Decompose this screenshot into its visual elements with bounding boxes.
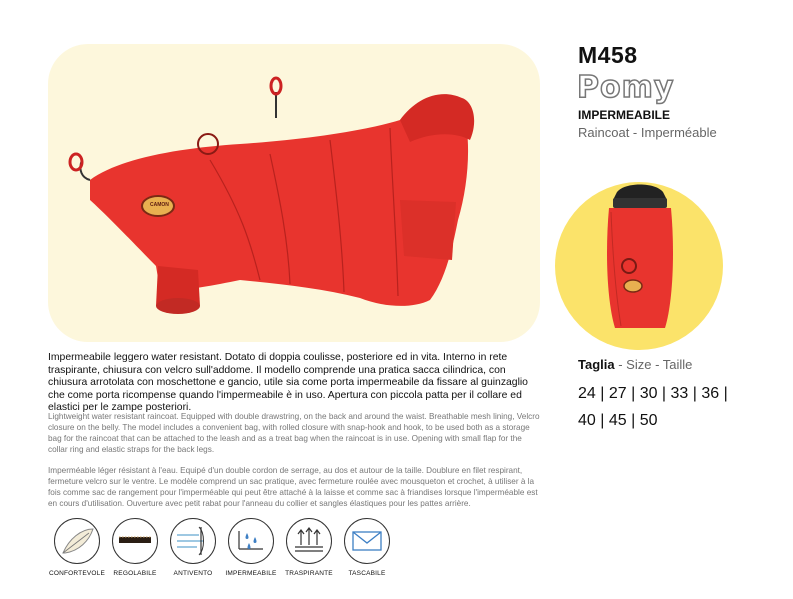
feature-regolabile xyxy=(106,518,164,577)
product-type-en: Raincoat xyxy=(578,125,630,140)
envelope-icon xyxy=(344,518,390,564)
feature-label: TRASPIRANTE xyxy=(285,570,333,577)
bag-image xyxy=(555,182,743,350)
feature-label: ANTIVENTO xyxy=(173,570,213,577)
feather-icon xyxy=(54,518,100,564)
feature-antivento xyxy=(164,518,222,577)
product-type-fr: Imperméable xyxy=(640,125,717,140)
velcro-strip-icon xyxy=(112,518,158,564)
description-it: Impermeabile leggero water resistant. Dotato di doppia coulisse, posteriore ed in vita. Interno in rete traspirante, chiusura con velcro sull'addome. Il modello comprende una pratica sacca cilindrica, con chiusura arrotolata con moschettone e gancio, utile sia come porta impermeabile da fissare al guinzaglio che come porta ricompense quando l'impermeabile è in uso. Apertura con piccola patta per il collare ed elastici per le zampe posteriori. xyxy=(48,352,528,413)
bag-photo xyxy=(555,182,743,334)
size-list xyxy=(578,380,743,434)
raincoat-image xyxy=(60,70,490,340)
feature-label: REGOLABILE xyxy=(113,570,157,577)
feature-tascabile xyxy=(338,518,396,577)
feature-label: CONFORTEVOLE xyxy=(48,570,106,577)
product-type-translations xyxy=(578,125,717,140)
feature-icons xyxy=(48,518,388,588)
size-line-1: 24 | 27 | 30 | 33 | 36 | xyxy=(578,385,728,402)
wind-icon xyxy=(170,518,216,564)
description-fr: Imperméable léger résistant à l'eau. Equipé d'un double cordon de serrage, au dos et autour de la taille. Doublure en filet respirant, fermeture velcro sur le ventre. Le modèle comprend un sac pratique, avec fermeture roulée avec mousqueton et crochet, à utiliser à la fois comme sac de rangement pour l'imperméable qui peut être attaché à la laisse et comme sac à friandises lorsque l'imperméable est en cours d'utilisation. Ouverture avec petit rabat pour l'anneau du collier et sangles élastiques pour les pattes arrière. xyxy=(48,466,538,508)
feature-label: IMPERMEABILE xyxy=(225,570,277,577)
product-name: Pomy xyxy=(577,70,675,105)
feature-traspirante xyxy=(280,518,338,577)
feature-label: TASCABILE xyxy=(348,570,386,577)
feature-impermeabile xyxy=(222,518,280,577)
size-line-2: 40 | 45 | 50 xyxy=(578,412,658,429)
type-separator: - xyxy=(629,125,641,140)
size-label-rest: - Size - Taille xyxy=(614,357,693,372)
rain-drops-icon xyxy=(228,518,274,564)
product-type-it: IMPERMEABILE xyxy=(578,108,671,122)
size-label-it: Taglia xyxy=(578,357,615,372)
product-code: M458 xyxy=(578,42,638,68)
feature-confortevole xyxy=(48,518,106,577)
coat-logo-text: CAMON xyxy=(150,202,169,208)
description-en: Lightweight water resistant raincoat. Equipped with double drawstring, on the back and around the waist. Breathable mesh lining, Velcro closure on the belly. The model includes a convenient bag, with rolled closure with snap-hook and hook, to be used both as a storage bag for the raincoat that can be attached to the leash and as a treat bag when the raincoat is in use. Opening with small flap for the collar ring and elastic straps for the back legs. xyxy=(48,412,540,454)
breathable-arrows-icon xyxy=(286,518,332,564)
size-label xyxy=(578,357,692,372)
